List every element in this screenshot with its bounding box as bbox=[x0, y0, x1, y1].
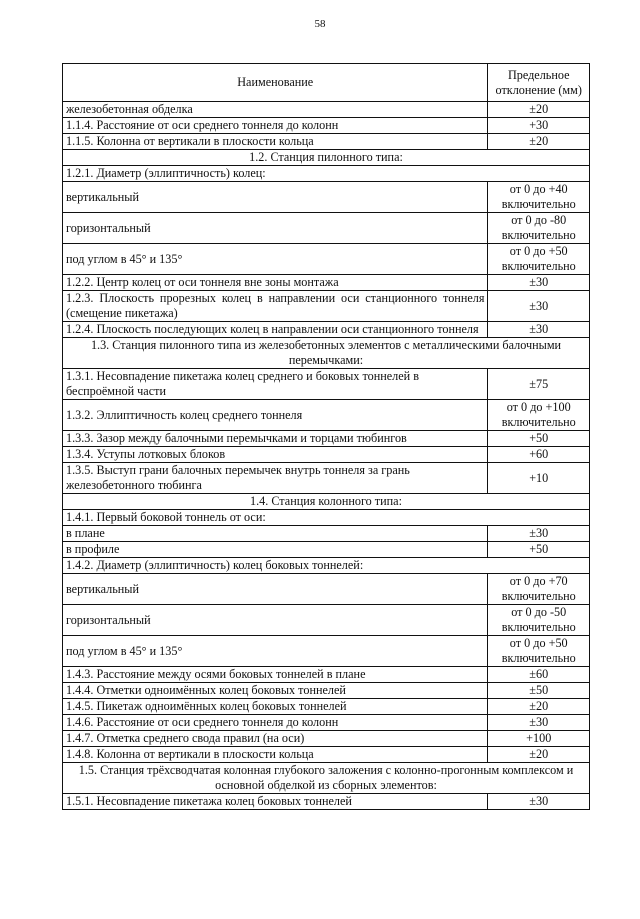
row-deviation-value: от 0 до +100 включительно bbox=[488, 400, 590, 431]
row-name: 1.3.5. Выступ грани балочных перемычек внутрь тоннеля за грань железобетонного тюбинга bbox=[63, 463, 488, 494]
row-name: 1.1.4. Расстояние от оси среднего тоннеля до колонн bbox=[63, 118, 488, 134]
table-row bbox=[63, 134, 590, 150]
row-name: под углом в 45° и 135° bbox=[63, 636, 488, 667]
table-row bbox=[63, 605, 590, 636]
row-deviation-value: ±30 bbox=[488, 715, 590, 731]
row-deviation-value: +100 bbox=[488, 731, 590, 747]
row-deviation-value: ±20 bbox=[488, 747, 590, 763]
row-name: горизонтальный bbox=[63, 213, 488, 244]
row-deviation-value: ±75 bbox=[488, 369, 590, 400]
row-deviation-value: ±30 bbox=[488, 794, 590, 810]
subheading-row bbox=[63, 510, 590, 526]
row-deviation-value: ±30 bbox=[488, 322, 590, 338]
subheading: 1.2.1. Диаметр (эллиптичность) колец: bbox=[63, 166, 590, 182]
table-row bbox=[63, 731, 590, 747]
table-body bbox=[63, 102, 590, 810]
row-name: 1.3.3. Зазор между балочными перемычками и торцами тюбингов bbox=[63, 431, 488, 447]
table-row bbox=[63, 542, 590, 558]
table-row bbox=[63, 431, 590, 447]
section-heading: 1.5. Станция трёхсводчатая колонная глубокого заложения с колонно-прогонным комплексом и основной обделкой из сборных элементов: bbox=[63, 763, 590, 794]
row-name: 1.4.7. Отметка среднего свода правил (на оси) bbox=[63, 731, 488, 747]
table-row bbox=[63, 244, 590, 275]
table-row bbox=[63, 118, 590, 134]
row-name: 1.2.2. Центр колец от оси тоннеля вне зоны монтажа bbox=[63, 275, 488, 291]
row-deviation-value: ±30 bbox=[488, 291, 590, 322]
row-name: 1.4.5. Пикетаж одноимённых колец боковых тоннелей bbox=[63, 699, 488, 715]
row-name: вертикальный bbox=[63, 574, 488, 605]
row-name: 1.3.4. Уступы лотковых блоков bbox=[63, 447, 488, 463]
row-name: в профиле bbox=[63, 542, 488, 558]
row-name: 1.4.6. Расстояние от оси среднего тоннеля до колонн bbox=[63, 715, 488, 731]
row-deviation-value: от 0 до -50 включительно bbox=[488, 605, 590, 636]
header-deviation: Предельное отклонение (мм) bbox=[488, 64, 590, 102]
row-deviation-value: ±20 bbox=[488, 134, 590, 150]
subheading-row bbox=[63, 166, 590, 182]
subheading-row bbox=[63, 558, 590, 574]
section-heading-row bbox=[63, 494, 590, 510]
subheading: 1.4.2. Диаметр (эллиптичность) колец боковых тоннелей: bbox=[63, 558, 590, 574]
table-row bbox=[63, 102, 590, 118]
table-row bbox=[63, 447, 590, 463]
table-row bbox=[63, 322, 590, 338]
row-name: 1.4.8. Колонна от вертикали в плоскости кольца bbox=[63, 747, 488, 763]
row-name: 1.5.1. Несовпадение пикетажа колец боковых тоннелей bbox=[63, 794, 488, 810]
header-name: Наименование bbox=[63, 64, 488, 102]
table-row bbox=[63, 526, 590, 542]
row-deviation-value: +50 bbox=[488, 542, 590, 558]
section-heading: 1.2. Станция пилонного типа: bbox=[63, 150, 590, 166]
row-name: в плане bbox=[63, 526, 488, 542]
row-deviation-value: +50 bbox=[488, 431, 590, 447]
section-heading-row bbox=[63, 150, 590, 166]
row-deviation-value: от 0 до +40 включительно bbox=[488, 182, 590, 213]
row-deviation-value: от 0 до +70 включительно bbox=[488, 574, 590, 605]
table-row bbox=[63, 715, 590, 731]
table-row bbox=[63, 699, 590, 715]
section-heading: 1.3. Станция пилонного типа из железобетонных элементов с металлическими балочными перемычками: bbox=[63, 338, 590, 369]
table-header-row bbox=[63, 64, 590, 102]
table-row bbox=[63, 400, 590, 431]
row-deviation-value: от 0 до +50 включительно bbox=[488, 636, 590, 667]
table-row bbox=[63, 747, 590, 763]
row-name: 1.3.1. Несовпадение пикетажа колец среднего и боковых тоннелей в беспроёмной части bbox=[63, 369, 488, 400]
table-row bbox=[63, 369, 590, 400]
row-name: под углом в 45° и 135° bbox=[63, 244, 488, 275]
row-name: горизонтальный bbox=[63, 605, 488, 636]
row-deviation-value: ±20 bbox=[488, 102, 590, 118]
table-row bbox=[63, 213, 590, 244]
row-name: 1.4.3. Расстояние между осями боковых тоннелей в плане bbox=[63, 667, 488, 683]
subheading: 1.4.1. Первый боковой тоннель от оси: bbox=[63, 510, 590, 526]
row-name: 1.2.3. Плоскость прорезных колец в направлении оси станционного тоннеля (смещение пикетажа) bbox=[63, 291, 488, 322]
table-row bbox=[63, 574, 590, 605]
row-deviation-value: от 0 до -80 включительно bbox=[488, 213, 590, 244]
table-row bbox=[63, 463, 590, 494]
page-number: 58 bbox=[314, 18, 326, 30]
row-name: 1.4.4. Отметки одноимённых колец боковых тоннелей bbox=[63, 683, 488, 699]
row-deviation-value: ±20 bbox=[488, 699, 590, 715]
row-name: 1.3.2. Эллиптичность колец среднего тоннеля bbox=[63, 400, 488, 431]
row-deviation-value: ±60 bbox=[488, 667, 590, 683]
row-deviation-value: +60 bbox=[488, 447, 590, 463]
section-heading-row bbox=[63, 763, 590, 794]
row-deviation-value: от 0 до +50 включительно bbox=[488, 244, 590, 275]
row-deviation-value: ±50 bbox=[488, 683, 590, 699]
section-heading-row bbox=[63, 338, 590, 369]
row-name: железобетонная обделка bbox=[63, 102, 488, 118]
table-row bbox=[63, 667, 590, 683]
section-heading: 1.4. Станция колонного типа: bbox=[63, 494, 590, 510]
row-deviation-value: ±30 bbox=[488, 275, 590, 291]
row-deviation-value: +10 bbox=[488, 463, 590, 494]
table-row bbox=[63, 182, 590, 213]
table-row bbox=[63, 291, 590, 322]
row-name: 1.2.4. Плоскость последующих колец в направлении оси станционного тоннеля bbox=[63, 322, 488, 338]
row-deviation-value: ±30 bbox=[488, 526, 590, 542]
row-deviation-value: +30 bbox=[488, 118, 590, 134]
table-row bbox=[63, 636, 590, 667]
row-name: 1.1.5. Колонна от вертикали в плоскости кольца bbox=[63, 134, 488, 150]
row-name: вертикальный bbox=[63, 182, 488, 213]
table-row bbox=[63, 794, 590, 810]
table-row bbox=[63, 683, 590, 699]
table-row bbox=[63, 275, 590, 291]
tolerance-table bbox=[62, 63, 590, 810]
